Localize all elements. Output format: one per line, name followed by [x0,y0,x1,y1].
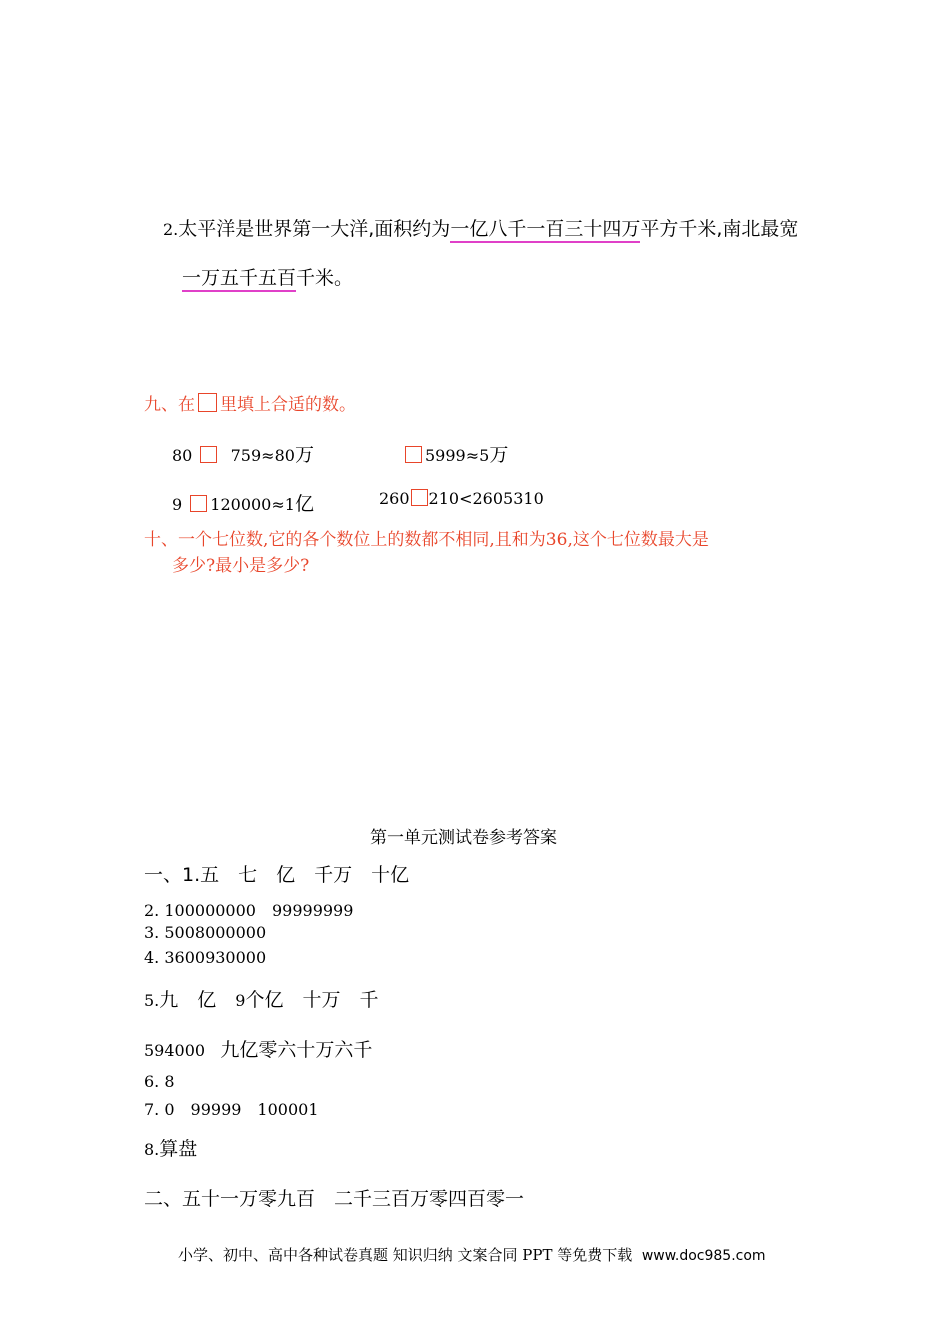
blank-box-icon[interactable] [405,446,422,463]
number-text: 759≈80 [230,446,295,465]
question-9-title [144,390,356,415]
answers-title: 第一单元测试卷参考答案 [370,828,557,848]
answer-4: 4. 3600930000 [144,948,267,967]
answer-text: 九 亿 [159,989,236,1011]
number-text: 80 [172,446,193,465]
answer-prefix: 8. [144,1140,160,1159]
unit-text: 万 [489,444,509,466]
number-text: 5999≈5 [425,446,490,465]
answer-text: 算盘 [159,1138,198,1160]
question-2-line2 [182,263,353,290]
unit-text: 万 [294,444,314,466]
blank-box-icon[interactable] [190,495,207,512]
footer-text: 小学、初中、高中各种试卷真题 知识归纳 文案合同 PPT 等免费下载 [178,1246,633,1264]
number-text: 9 [172,495,183,514]
number-text: 120000≈1 [210,495,295,514]
question-10-line1: 十、一个七位数,它的各个数位上的数都不相同,且和为36,这个七位数最大是 [144,530,709,550]
title-text: 里填上合适的数。 [220,395,356,415]
answer-underline-width: 一万五千五百 [182,267,296,292]
answer-text: 五 七 亿 千万 十亿 [200,864,410,886]
answer-7: 7. 0 99999 100001 [144,1100,319,1119]
footer [178,1244,766,1265]
question-9-row1-right [405,440,508,467]
answer-section-2: 二、五十一万零九百 二千三百万零四百零一 [144,1188,525,1210]
question-text: 太平洋是世界第一大洋,面积约为 [178,218,451,240]
answer-underline-area: 一亿八千一百三十四万 [450,218,640,243]
question-text: 千米。 [296,267,354,289]
question-number: 2. [163,220,179,239]
answer-number: 9 [235,991,246,1010]
question-9-row2-left [172,489,314,516]
number-text: 260 [379,489,410,508]
question-9-row1-left [172,440,314,467]
title-text: 九、在 [144,395,195,415]
question-9-row2-right [379,489,544,508]
answer-5b [144,1035,372,1062]
unit-text: 亿 [294,493,314,515]
answer-prefix: 一、1. [144,864,201,886]
answer-6: 6. 8 [144,1072,175,1091]
answer-1 [144,860,409,887]
answer-prefix: 5. [144,991,160,1010]
number-text: 210<2605310 [428,489,544,508]
question-text: 平方千米,南北最宽 [640,218,799,240]
answer-2: 2. 100000000 99999999 [144,901,354,920]
answer-8 [144,1134,197,1161]
footer-link[interactable]: www.doc985.com [641,1248,766,1264]
question-10-line2: 多少?最小是多少? [172,556,310,576]
answer-text: 九亿零六十万六千 [220,1039,373,1061]
blank-box-icon[interactable] [411,489,428,506]
answer-number: 594000 [144,1041,206,1060]
answer-3: 3. 5008000000 [144,923,267,942]
blank-box-icon [198,393,217,412]
question-2-line1 [163,214,798,241]
blank-box-icon[interactable] [200,446,217,463]
answer-5 [144,985,378,1012]
answer-text: 个亿 十万 千 [245,989,379,1011]
